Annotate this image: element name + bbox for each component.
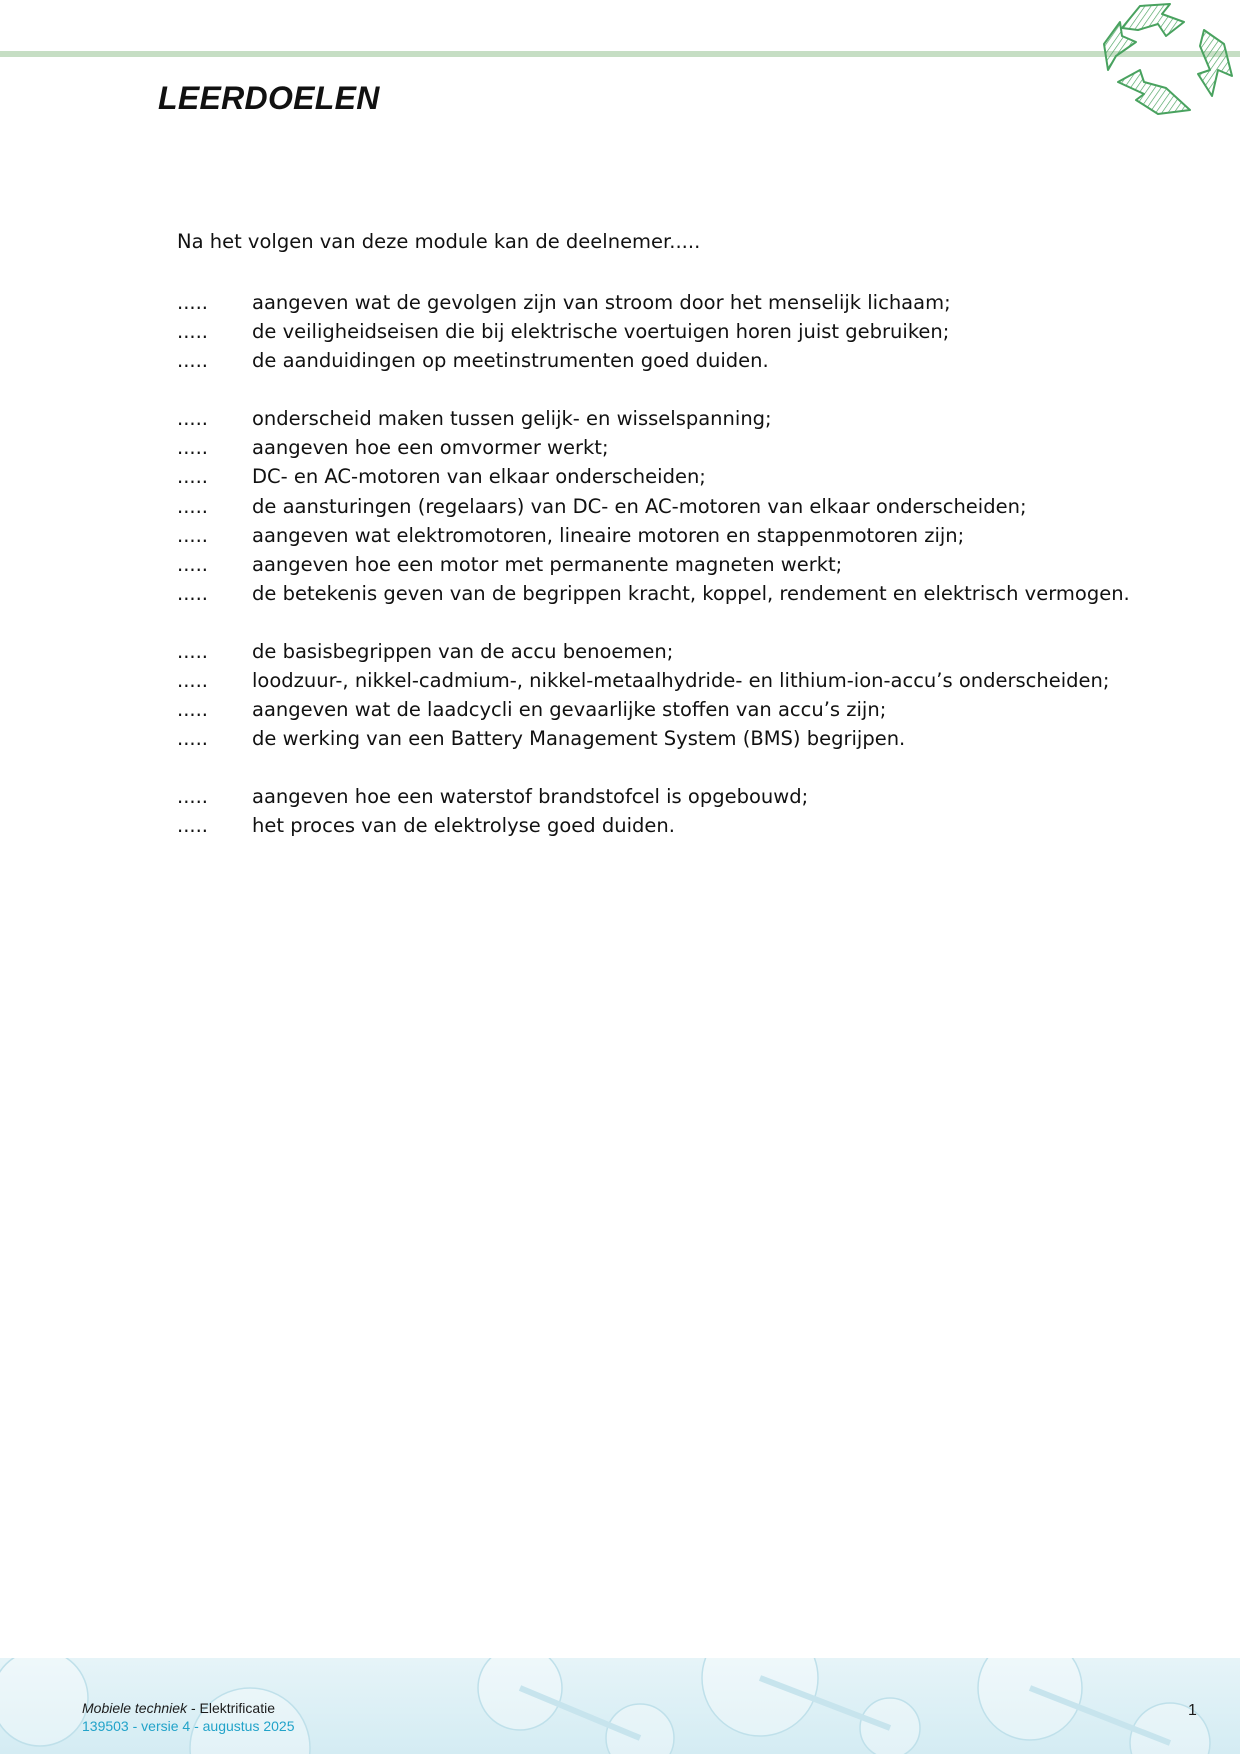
bullet-dots: ..... (177, 320, 208, 344)
list-item (177, 288, 1177, 317)
objective-text: het proces van de elektrolyse goed duiden. (252, 814, 675, 838)
list-item (177, 695, 1177, 724)
bullet-dots: ..... (177, 349, 208, 373)
bullet-dots: ..... (177, 552, 208, 576)
footer-separator: - (187, 1700, 200, 1716)
bullet-dots: ..... (177, 785, 208, 809)
list-item (177, 404, 1177, 433)
objective-group-motors (177, 404, 1177, 608)
footer-subject: Elektrificatie (199, 1700, 275, 1716)
bullet-dots: ..... (177, 494, 208, 518)
recycle-icon (1100, 0, 1240, 118)
list-item (177, 811, 1177, 840)
objective-text: de basisbegrippen van de accu benoemen; (252, 639, 674, 663)
list-item (177, 724, 1177, 753)
list-item (177, 550, 1177, 579)
bullet-dots: ..... (177, 639, 208, 663)
objective-text: de aansturingen (regelaars) van DC- en AC-motoren van elkaar onderscheiden; (252, 494, 1027, 518)
objective-text: aangeven wat de gevolgen zijn van stroom door het menselijk lichaam; (252, 291, 951, 314)
list-item (177, 462, 1177, 491)
objective-text: DC- en AC-motoren van elkaar onderscheiden; (252, 465, 706, 489)
list-item (177, 317, 1177, 346)
list-item (177, 666, 1177, 695)
objective-text: loodzuur-, nikkel-cadmium-, nikkel-metaalhydride- en lithium-ion-accu’s onderscheiden; (252, 669, 1110, 693)
bullet-dots: ..... (177, 814, 208, 838)
bullet-dots: ..... (177, 581, 208, 605)
objective-group-batteries (177, 637, 1177, 753)
list-item (177, 782, 1177, 811)
page-title: LEERDOELEN (158, 80, 380, 116)
objective-text: aangeven hoe een motor met permanente magneten werkt; (252, 552, 843, 576)
objective-text: de veiligheidseisen die bij elektrische voertuigen horen juist gebruiken; (252, 320, 950, 344)
list-item (177, 637, 1177, 666)
learning-objectives (177, 288, 1177, 870)
page-number: 1 (1188, 1702, 1197, 1719)
list-item (177, 433, 1177, 462)
intro-text: Na het volgen van deze module kan de deelnemer..... (177, 230, 701, 253)
list-item (177, 492, 1177, 521)
header-rule (0, 51, 1240, 57)
objective-text: de aanduidingen op meetinstrumenten goed duiden. (252, 349, 769, 373)
objective-text: onderscheid maken tussen gelijk- en wisselspanning; (252, 407, 772, 431)
objective-group-safety (177, 288, 1177, 375)
objective-text: de betekenis geven van de begrippen kracht, koppel, rendement en elektrisch vermogen. (252, 581, 1130, 605)
footer-version: 139503 - versie 4 - augustus 2025 (82, 1718, 295, 1734)
list-item (177, 579, 1177, 608)
list-item (177, 346, 1177, 375)
bullet-dots: ..... (177, 669, 208, 693)
footer-title (82, 1700, 275, 1716)
objective-text: de werking van een Battery Management System (BMS) begrijpen. (252, 727, 906, 751)
page-footer (0, 1658, 1240, 1754)
bullet-dots: ..... (177, 436, 208, 460)
bullet-dots: ..... (177, 407, 208, 431)
objective-text: aangeven hoe een omvormer werkt; (252, 436, 609, 460)
list-item (177, 521, 1177, 550)
objective-text: aangeven hoe een waterstof brandstofcel is opgebouwd; (252, 785, 809, 809)
objective-text: aangeven wat elektromotoren, lineaire motoren en stappenmotoren zijn; (252, 523, 965, 547)
bullet-dots: ..... (177, 291, 208, 314)
objective-group-hydrogen (177, 782, 1177, 840)
bullet-dots: ..... (177, 727, 208, 751)
objective-text: aangeven wat de laadcycli en gevaarlijke stoffen van accu’s zijn; (252, 698, 887, 722)
bullet-dots: ..... (177, 523, 208, 547)
footer-document-name: Mobiele techniek (82, 1700, 188, 1716)
bullet-dots: ..... (177, 698, 208, 722)
bullet-dots: ..... (177, 465, 208, 489)
